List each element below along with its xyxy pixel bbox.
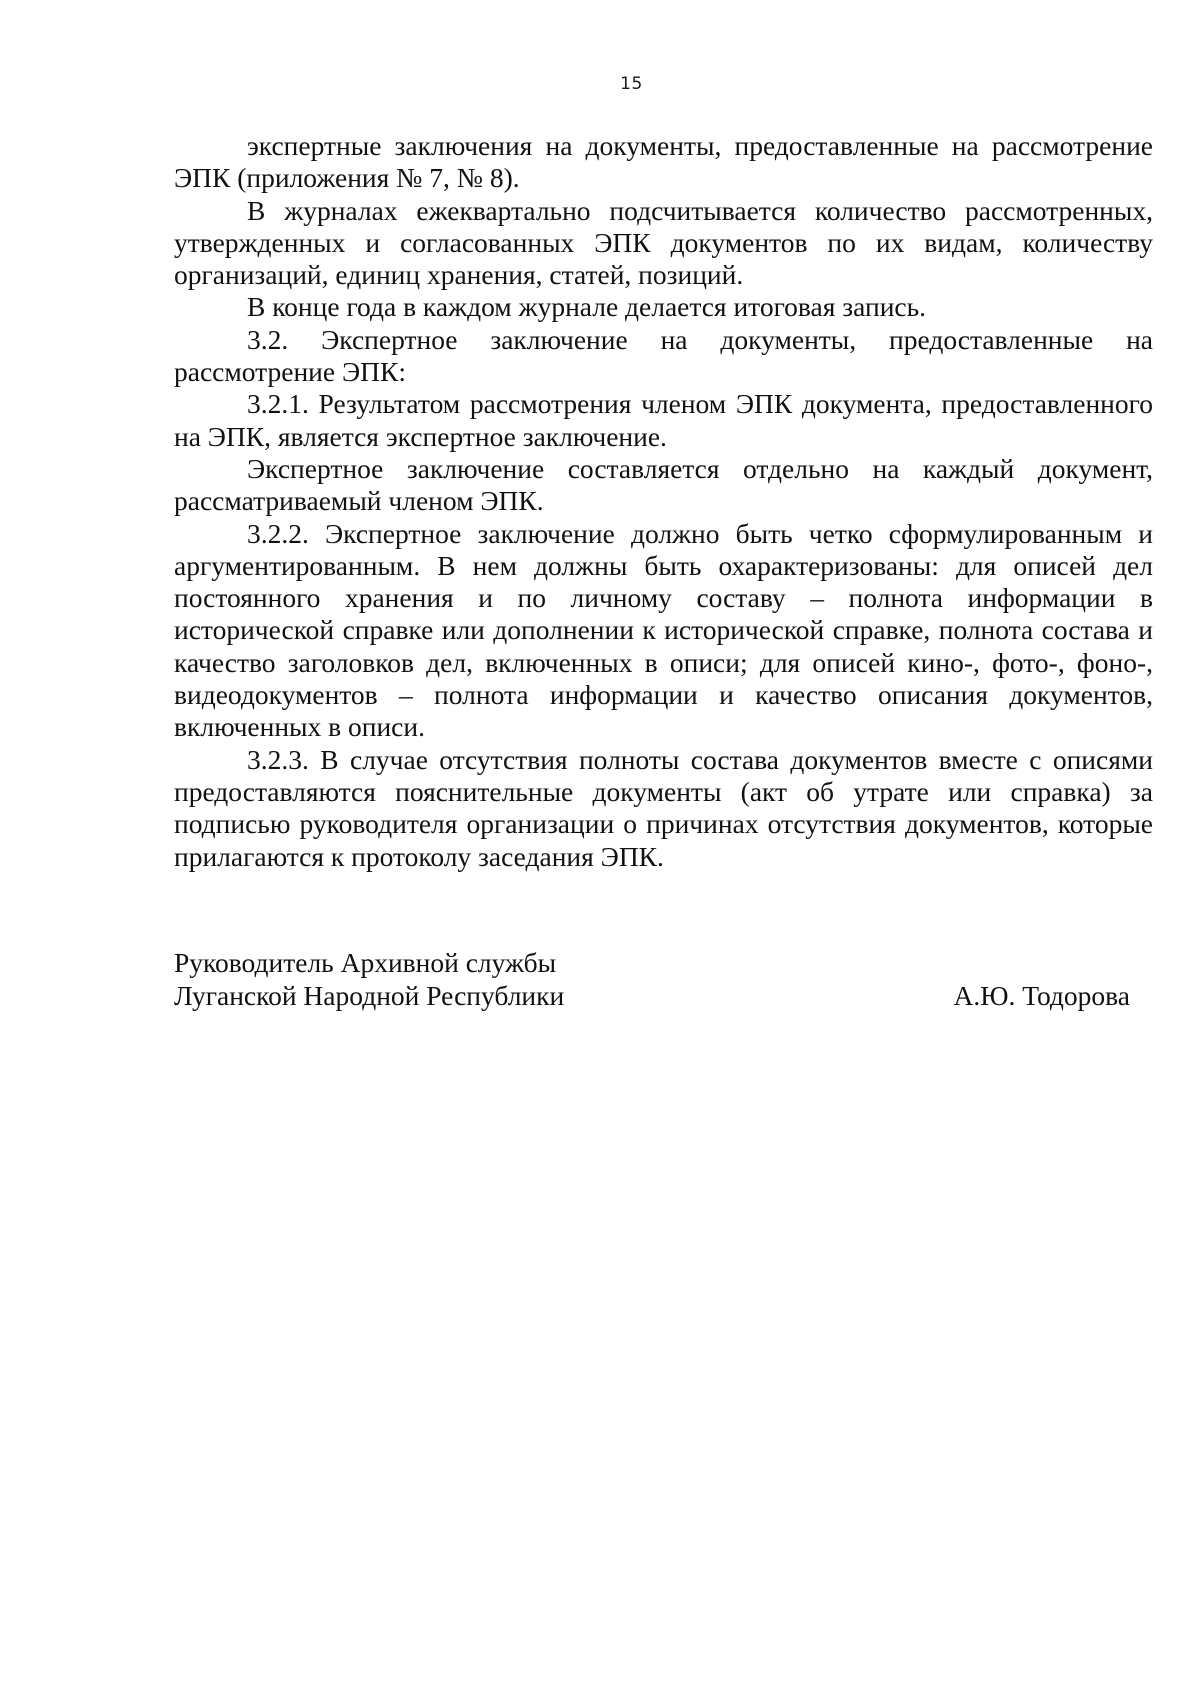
signature-position-line2: Луганской Народной Республики (174, 980, 565, 1011)
paragraph-section-3-2: 3.2. Экспертное заключение на документы, предоставленные на рассмотрение ЭПК: (174, 323, 1153, 388)
paragraph-conclusion-per-document: Экспертное заключение составляется отдельно на каждый документ, рассматриваемый членом ЭПК. (174, 452, 1153, 517)
signatory-name: А.Ю. Тодорова (953, 980, 1130, 1011)
paragraph-year-end-record: В конце года в каждом журнале делается итоговая запись. (247, 291, 927, 323)
paragraph-section-3-2-3: 3.2.3. В случае отсутствия полноты состава документов вместе с описями предоставляются пояснительные документы (акт об утрате или справка) за подписью руководителя организации о причинах отсутствия документов, которые прилагаются к протоколу заседания ЭПК. (174, 743, 1153, 872)
signature-position-line1: Руководитель Архивной службы (174, 947, 557, 978)
page-number: 15 (620, 74, 643, 94)
paragraph-journals-count: В журналах ежеквартально подсчитывается количество рассмотренных, утвержденных и согласованных ЭПК документов по их видам, количеству организаций, единиц хранения, статей, позиций. (174, 194, 1153, 291)
signature-row (174, 979, 1130, 1012)
paragraph-section-3-2-1: 3.2.1. Результатом рассмотрения членом ЭПК документа, предоставленного на ЭПК, является экспертное заключение. (174, 388, 1153, 452)
document-body (174, 130, 1153, 873)
paragraph-continuation: экспертные заключения на документы, предоставленные на рассмотрение ЭПК (приложения № 7, № 8). (174, 130, 1153, 194)
signature-block (174, 946, 1130, 1012)
paragraph-section-3-2-2: 3.2.2. Экспертное заключение должно быть четко сформулированным и аргументированным. В нем должны быть охарактеризованы: для описей дел постоянного хранения и по личному составу – полнота информации в исторической справке или дополнении к исторической справке, полнота состава и качество заголовков дел, включенных в описи; для описей кино-, фото-, фоно-, видеодокументов – полнота информации и качество описания документов, включенных в описи. (174, 517, 1153, 743)
